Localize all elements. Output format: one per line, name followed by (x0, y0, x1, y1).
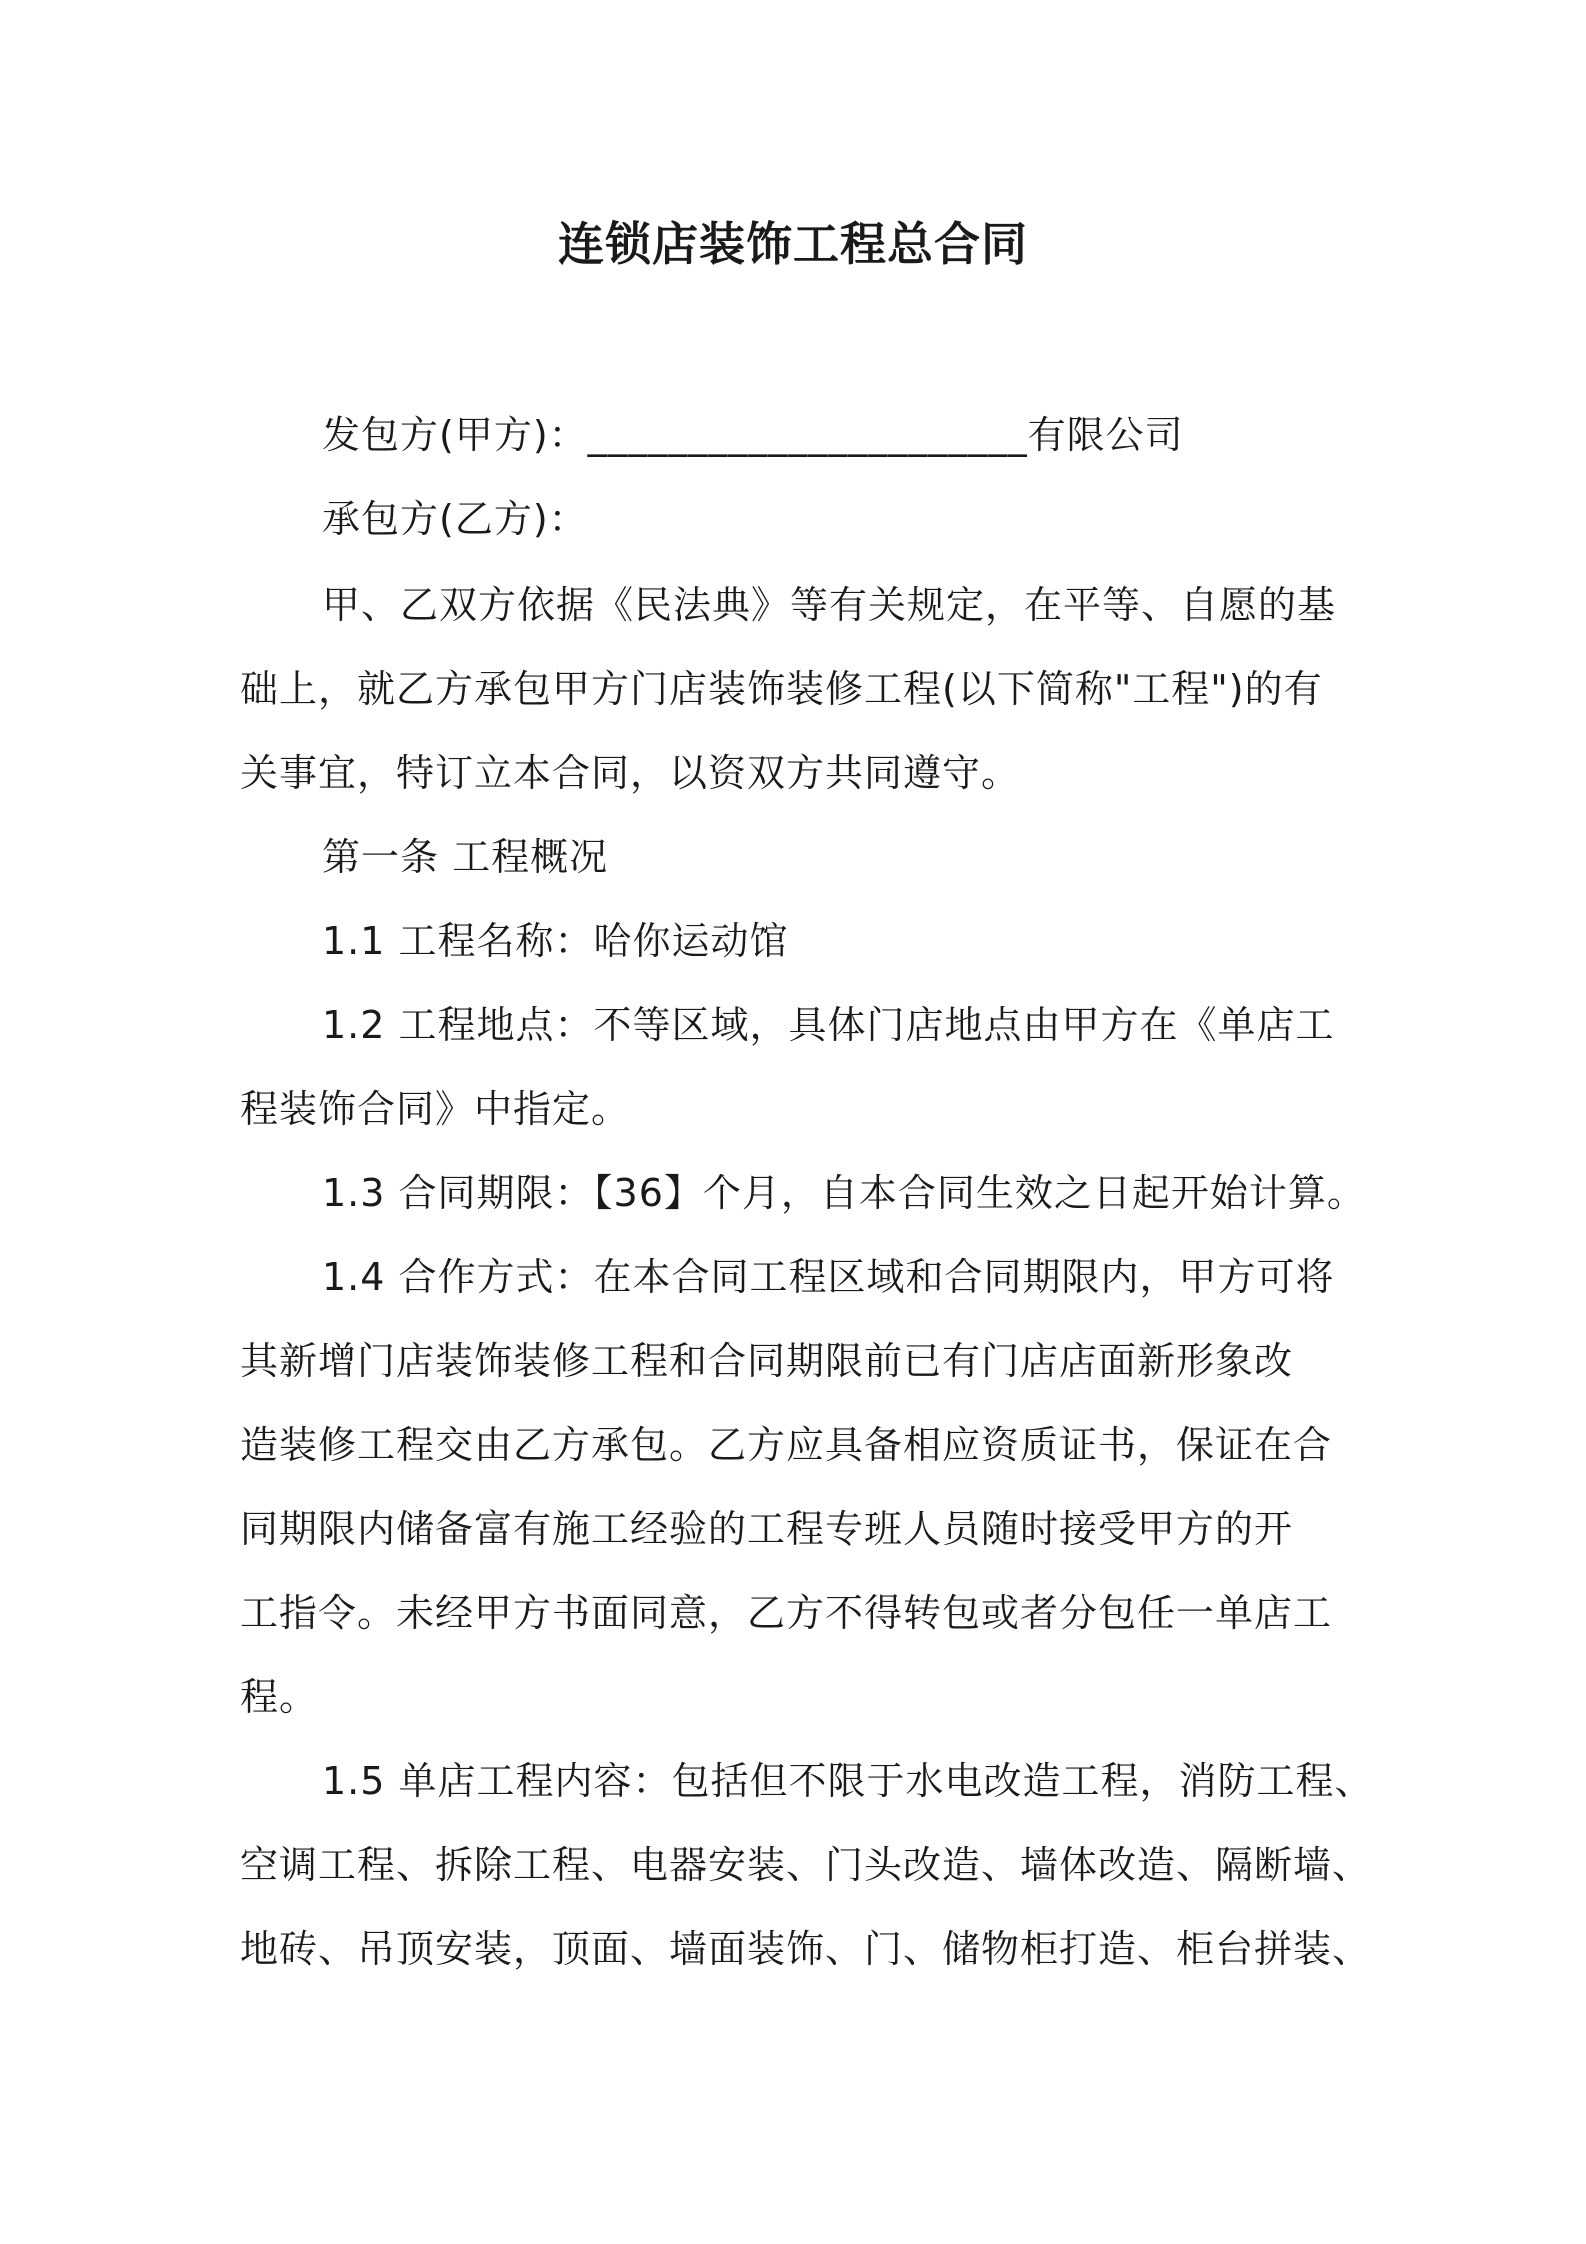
clause-1-4-line-4: 同期限内储备富有施工经验的工程专班人员随时接受甲方的开 (240, 1507, 1294, 1551)
preamble-line-1: 甲、乙双方依据《民法典》等有关规定，在平等、自愿的基 (322, 583, 1337, 627)
document-title: 连锁店装饰工程总合同 (558, 217, 1028, 271)
clause-1-2-line-2: 程装饰合同》中指定。 (240, 1087, 631, 1131)
clause-1-4-line-3: 造装修工程交由乙方承包。乙方应具备相应资质证书，保证在合 (240, 1423, 1333, 1467)
clause-1-3: 1.3 合同期限：【36】个月，自本合同生效之日起开始计算。 (322, 1171, 1366, 1215)
clause-1-4-line-2: 其新增门店装饰装修工程和合同期限前已有门店店面新形象改 (240, 1339, 1294, 1383)
clause-1-1: 1.1 工程名称：哈你运动馆 (322, 919, 789, 963)
clause-1-4-line-6: 程。 (240, 1675, 319, 1719)
clause-1-5-line-2: 空调工程、拆除工程、电器安装、门头改造、墙体改造、隔断墙、 (240, 1843, 1372, 1887)
party-a-line (322, 408, 1184, 462)
clause-1-4-line-1: 1.4 合作方式：在本合同工程区域和合同期限内，甲方可将 (322, 1255, 1335, 1299)
party-b-line: 承包方(乙方)： (322, 497, 588, 541)
party-a-label: 发包方(甲方)： (322, 413, 588, 457)
party-a-suffix: 有限公司 (1027, 413, 1184, 457)
clause-1-4-line-5: 工指令。未经甲方书面同意，乙方不得转包或者分包任一单店工 (240, 1591, 1333, 1635)
clause-1-2-line-1: 1.2 工程地点：不等区域，具体门店地点由甲方在《单店工 (322, 1003, 1335, 1047)
clause-1-5-line-3: 地砖、吊顶安装，顶面、墙面装饰、门、储物柜打造、柜台拼装、 (240, 1927, 1372, 1971)
preamble-line-2: 础上，就乙方承包甲方门店装饰装修工程(以下简称"工程")的有 (240, 667, 1323, 711)
clause-1-5-line-1: 1.5 单店工程内容：包括但不限于水电改造工程，消防工程、 (322, 1759, 1374, 1803)
party-a-blank: ______________________ (587, 413, 1028, 457)
article-1-heading: 第一条 工程概况 (322, 835, 609, 879)
preamble-line-3: 关事宜，特订立本合同，以资双方共同遵守。 (240, 751, 1021, 795)
